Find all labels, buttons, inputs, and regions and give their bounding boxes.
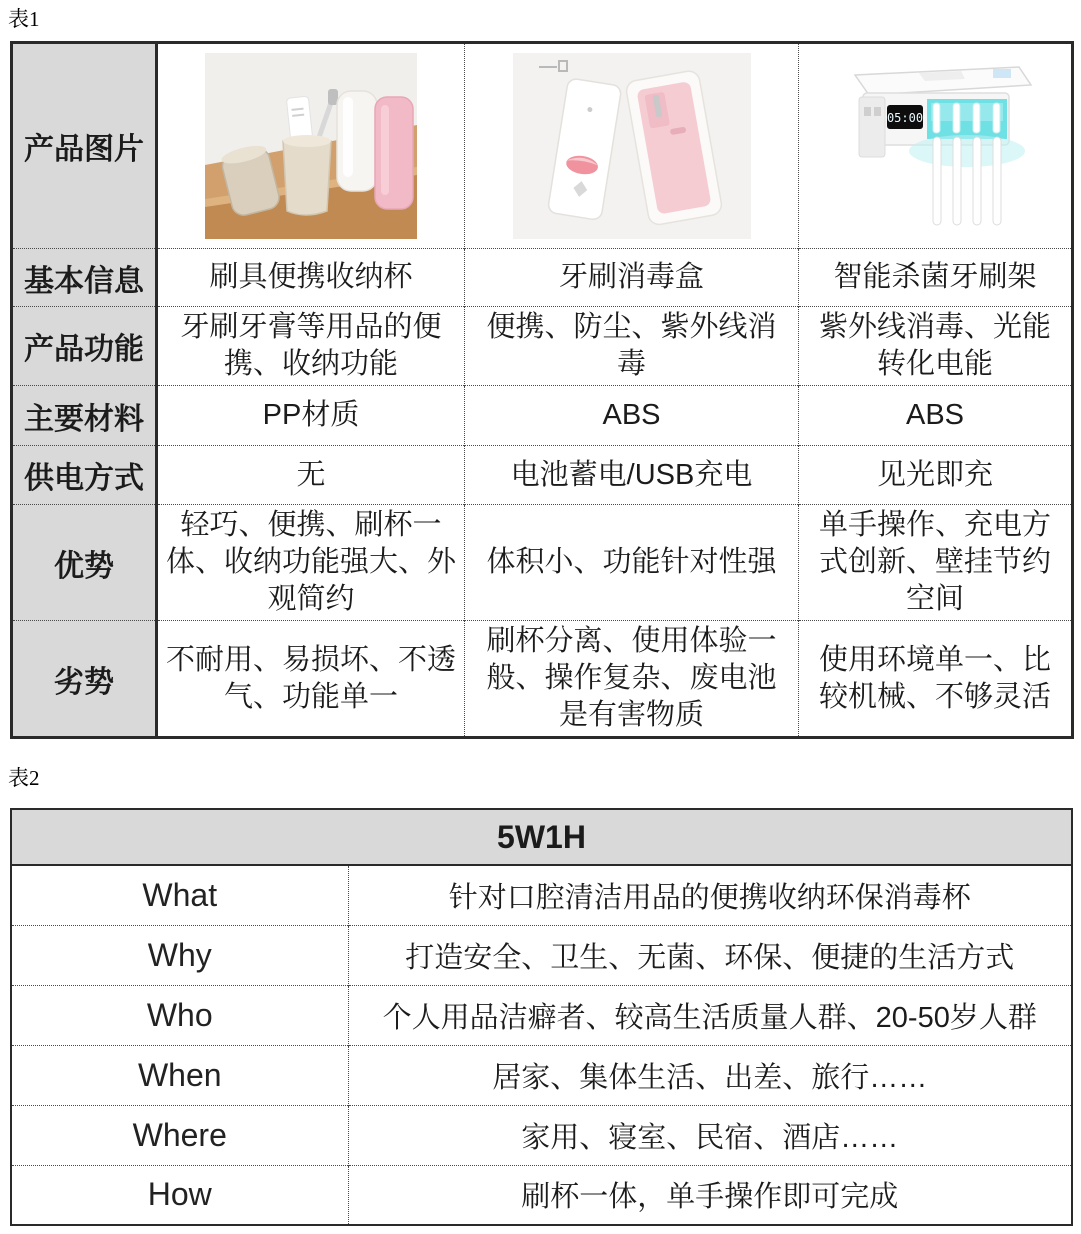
5w1h-title: 5W1H xyxy=(11,809,1072,865)
product-image-cell-2 xyxy=(465,43,799,249)
blue-label xyxy=(993,69,1011,78)
cell-material-1: PP材质 xyxy=(157,386,465,446)
row-header-function: 产品功能 xyxy=(12,307,157,386)
pink-bottle xyxy=(375,97,413,209)
cell-disadvantages-1: 不耐用、易损坏、不透气、功能单一 xyxy=(157,621,465,738)
table2-label: 表2 xyxy=(8,766,40,790)
table-row-power xyxy=(12,446,1073,505)
cell-key-where: Where xyxy=(11,1105,348,1165)
table-row-title xyxy=(11,809,1072,865)
cell-disadvantages-3: 使用环境单一、比较机械、不够灵活 xyxy=(799,621,1073,738)
toothbrush xyxy=(933,103,941,225)
table1-label: 表1 xyxy=(8,7,40,31)
cell-advantages-2: 体积小、功能针对性强 xyxy=(465,505,799,621)
cell-advantages-1: 轻巧、便携、刷杯一体、收纳功能强大、外观简约 xyxy=(157,505,465,621)
cell-power-2: 电池蓄电/USB充电 xyxy=(465,446,799,505)
product-image-cell-1 xyxy=(157,43,465,249)
storage-cup-product-photo xyxy=(205,53,417,239)
table-row-basic-info xyxy=(12,249,1073,307)
5w1h-table xyxy=(10,808,1073,1226)
cell-value-where: 家用、寝室、民宿、酒店…… xyxy=(348,1105,1072,1165)
cell-material-2: ABS xyxy=(465,386,799,446)
row-header-product-image: 产品图片 xyxy=(12,43,157,249)
table-row-product-image xyxy=(12,43,1073,249)
toothbrush xyxy=(953,103,961,225)
table-row-what xyxy=(11,865,1072,925)
cell-value-who: 个人用品洁癖者、较高生活质量人群、20-50岁人群 xyxy=(348,985,1072,1045)
row-header-basic-info: 基本信息 xyxy=(12,249,157,307)
sterilizer-box-product-photo xyxy=(513,53,751,239)
cell-key-who: Who xyxy=(11,985,348,1045)
row-header-material: 主要材料 xyxy=(12,386,157,446)
cell-function-2: 便携、防尘、紫外线消毒 xyxy=(465,307,799,386)
table-row-function xyxy=(12,307,1073,386)
cell-disadvantages-2: 刷杯分离、使用体验一般、操作复杂、废电池是有害物质 xyxy=(465,621,799,738)
smart-toothbrush-rack-product-photo xyxy=(833,55,1037,237)
table-row-when xyxy=(11,1045,1072,1105)
table-row-where xyxy=(11,1105,1072,1165)
table-row-why xyxy=(11,925,1072,985)
product-image-cell-3 xyxy=(799,43,1073,249)
cell-value-when: 居家、集体生活、出差、旅行…… xyxy=(348,1045,1072,1105)
cell-power-3: 见光即充 xyxy=(799,446,1073,505)
table-row-disadvantages xyxy=(12,621,1073,738)
cell-function-3: 紫外线消毒、光能转化电能 xyxy=(799,307,1073,386)
toothbrush xyxy=(993,103,1001,225)
cell-key-what: What xyxy=(11,865,348,925)
cell-key-how: How xyxy=(11,1165,348,1225)
cell-advantages-3: 单手操作、充电方式创新、壁挂节约空间 xyxy=(799,505,1073,621)
toothbrush xyxy=(973,103,981,225)
row-header-power: 供电方式 xyxy=(12,446,157,505)
product-comparison-table xyxy=(10,41,1074,739)
cell-value-how: 刷杯一体，单手操作即可完成 xyxy=(348,1165,1072,1225)
cell-key-when: When xyxy=(11,1045,348,1105)
table-row-who xyxy=(11,985,1072,1045)
display-time: 05:00 xyxy=(886,111,924,125)
table-row-material xyxy=(12,386,1073,446)
storage-cup xyxy=(283,135,331,215)
table-row-how xyxy=(11,1165,1072,1225)
uv-glow xyxy=(909,135,1025,167)
row-header-advantages: 优势 xyxy=(12,505,157,621)
cell-basic-info-1: 刷具便携收纳杯 xyxy=(157,249,465,307)
cell-power-1: 无 xyxy=(157,446,465,505)
white-bottle xyxy=(337,91,377,191)
display-screen xyxy=(887,105,923,129)
cell-material-3: ABS xyxy=(799,386,1073,446)
cell-basic-info-3: 智能杀菌牙刷架 xyxy=(799,249,1073,307)
cell-value-what: 针对口腔清洁用品的便携收纳环保消毒杯 xyxy=(348,865,1072,925)
table-row-advantages xyxy=(12,505,1073,621)
cell-basic-info-2: 牙刷消毒盒 xyxy=(465,249,799,307)
cell-function-1: 牙刷牙膏等用品的便携、收纳功能 xyxy=(157,307,465,386)
cell-key-why: Why xyxy=(11,925,348,985)
cell-value-why: 打造安全、卫生、无菌、环保、便捷的生活方式 xyxy=(348,925,1072,985)
row-header-disadvantages: 劣势 xyxy=(12,621,157,738)
